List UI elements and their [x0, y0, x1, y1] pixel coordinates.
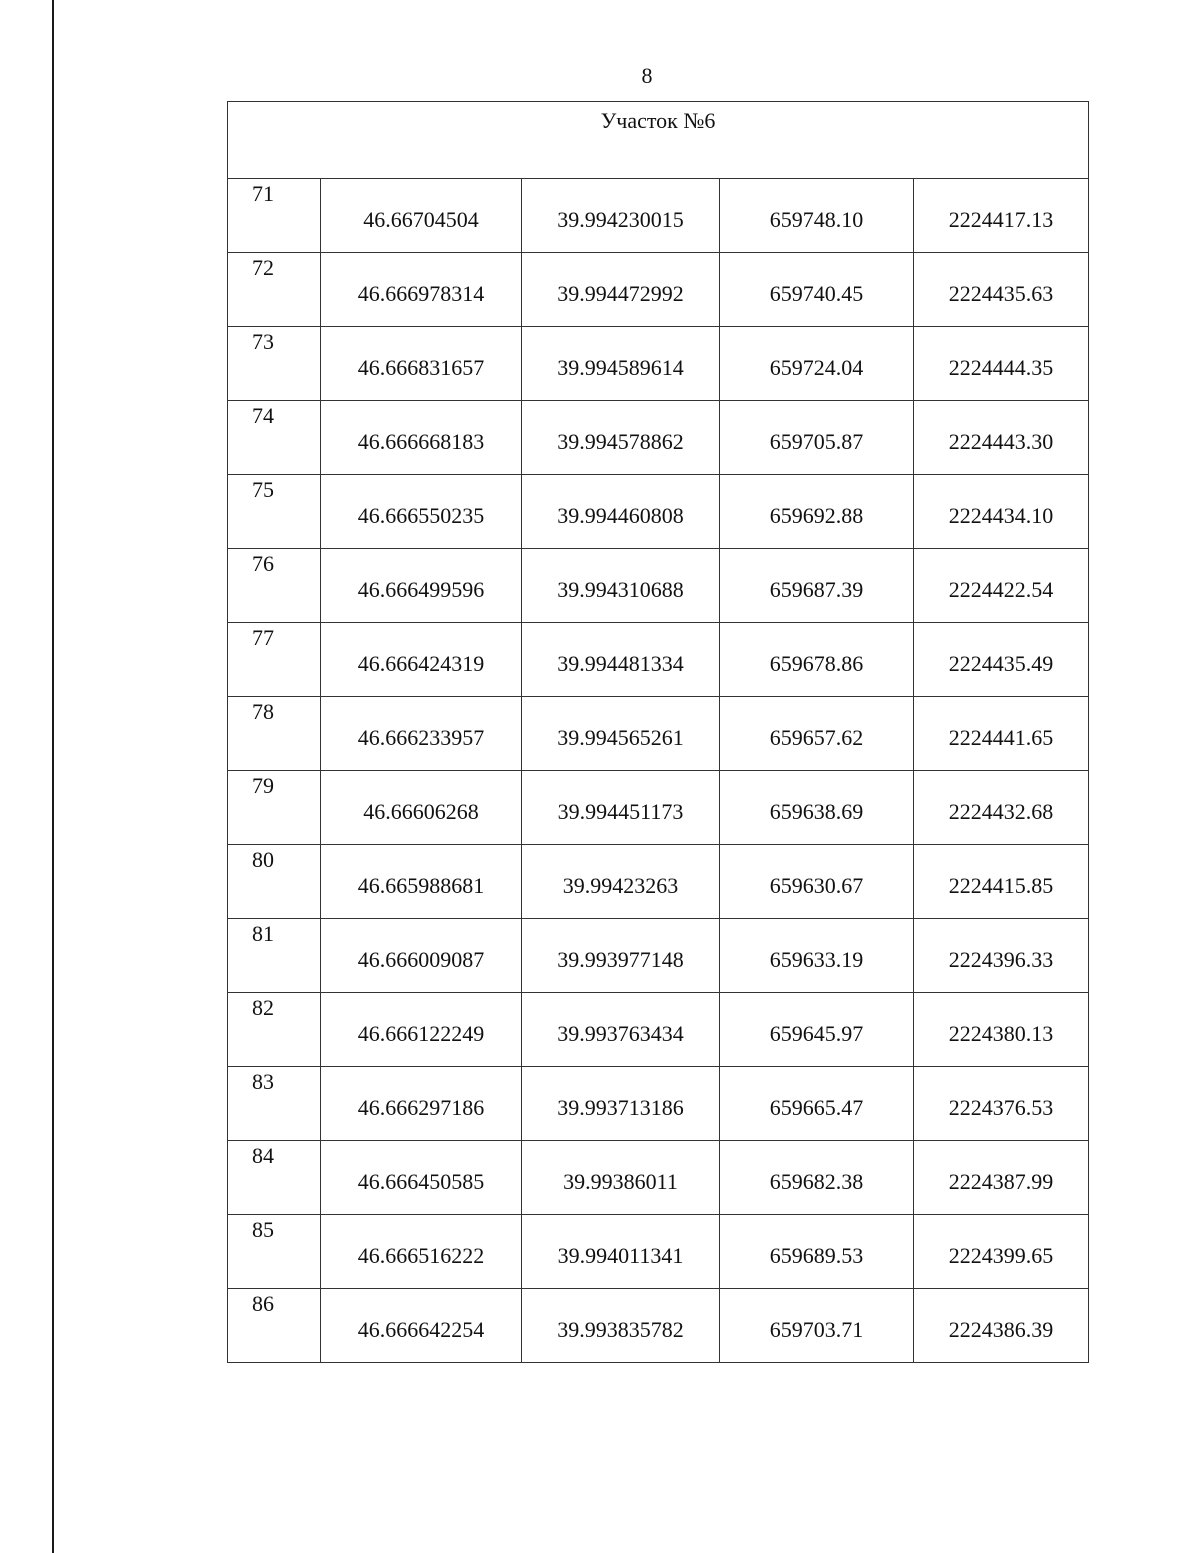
- coord-y-cell: 2224444.35: [914, 327, 1089, 401]
- table-row: [228, 1289, 1089, 1363]
- longitude-cell: 39.994589614: [522, 327, 720, 401]
- longitude-cell: 39.99423263: [522, 845, 720, 919]
- longitude-cell: 39.993835782: [522, 1289, 720, 1363]
- coord-x-cell: 659740.45: [720, 253, 914, 327]
- longitude-cell: 39.994472992: [522, 253, 720, 327]
- latitude-cell: 46.666122249: [321, 993, 522, 1067]
- table-row: [228, 327, 1089, 401]
- point-number-cell: 72: [228, 253, 321, 327]
- coord-x-cell: 659703.71: [720, 1289, 914, 1363]
- coordinates-table: [227, 101, 1089, 1363]
- latitude-cell: 46.666668183: [321, 401, 522, 475]
- table-row: [228, 549, 1089, 623]
- point-number-cell: 71: [228, 179, 321, 253]
- longitude-cell: 39.99386011: [522, 1141, 720, 1215]
- coord-y-cell: 2224443.30: [914, 401, 1089, 475]
- longitude-cell: 39.994451173: [522, 771, 720, 845]
- coord-x-cell: 659665.47: [720, 1067, 914, 1141]
- coord-x-cell: 659689.53: [720, 1215, 914, 1289]
- table-row: [228, 1215, 1089, 1289]
- longitude-cell: 39.994481334: [522, 623, 720, 697]
- point-number-cell: 78: [228, 697, 321, 771]
- coord-y-cell: 2224422.54: [914, 549, 1089, 623]
- coord-x-cell: 659748.10: [720, 179, 914, 253]
- point-number-cell: 74: [228, 401, 321, 475]
- coord-y-cell: 2224380.13: [914, 993, 1089, 1067]
- coord-y-cell: 2224432.68: [914, 771, 1089, 845]
- longitude-cell: 39.993713186: [522, 1067, 720, 1141]
- page-number: 8: [641, 63, 653, 88]
- latitude-cell: 46.66606268: [321, 771, 522, 845]
- coord-x-cell: 659724.04: [720, 327, 914, 401]
- longitude-cell: 39.994578862: [522, 401, 720, 475]
- coord-x-cell: 659692.88: [720, 475, 914, 549]
- coord-y-cell: 2224386.39: [914, 1289, 1089, 1363]
- table-row: [228, 475, 1089, 549]
- latitude-cell: 46.66704504: [321, 179, 522, 253]
- point-number-cell: 73: [228, 327, 321, 401]
- longitude-cell: 39.994011341: [522, 1215, 720, 1289]
- longitude-cell: 39.994230015: [522, 179, 720, 253]
- coord-y-cell: 2224417.13: [914, 179, 1089, 253]
- point-number-cell: 83: [228, 1067, 321, 1141]
- coord-x-cell: 659630.67: [720, 845, 914, 919]
- longitude-cell: 39.994310688: [522, 549, 720, 623]
- latitude-cell: 46.666831657: [321, 327, 522, 401]
- longitude-cell: 39.993763434: [522, 993, 720, 1067]
- table-row: [228, 623, 1089, 697]
- point-number-cell: 76: [228, 549, 321, 623]
- table-row: [228, 993, 1089, 1067]
- coord-y-cell: 2224435.63: [914, 253, 1089, 327]
- latitude-cell: 46.666450585: [321, 1141, 522, 1215]
- table-row: [228, 253, 1089, 327]
- section-header-row: [228, 102, 1089, 179]
- latitude-cell: 46.666297186: [321, 1067, 522, 1141]
- coord-x-cell: 659687.39: [720, 549, 914, 623]
- coord-y-cell: 2224434.10: [914, 475, 1089, 549]
- latitude-cell: 46.666233957: [321, 697, 522, 771]
- coord-x-cell: 659633.19: [720, 919, 914, 993]
- coord-y-cell: 2224376.53: [914, 1067, 1089, 1141]
- coord-x-cell: 659657.62: [720, 697, 914, 771]
- longitude-cell: 39.993977148: [522, 919, 720, 993]
- coord-y-cell: 2224435.49: [914, 623, 1089, 697]
- latitude-cell: 46.666642254: [321, 1289, 522, 1363]
- table-row: [228, 771, 1089, 845]
- latitude-cell: 46.665988681: [321, 845, 522, 919]
- table-row: [228, 845, 1089, 919]
- point-number-cell: 82: [228, 993, 321, 1067]
- coord-y-cell: 2224399.65: [914, 1215, 1089, 1289]
- table-row: [228, 697, 1089, 771]
- point-number-cell: 77: [228, 623, 321, 697]
- latitude-cell: 46.666550235: [321, 475, 522, 549]
- latitude-cell: 46.666424319: [321, 623, 522, 697]
- point-number-cell: 79: [228, 771, 321, 845]
- longitude-cell: 39.994460808: [522, 475, 720, 549]
- coord-x-cell: 659705.87: [720, 401, 914, 475]
- scan-edge-line: [52, 0, 54, 1553]
- point-number-cell: 80: [228, 845, 321, 919]
- latitude-cell: 46.666009087: [321, 919, 522, 993]
- coord-x-cell: 659682.38: [720, 1141, 914, 1215]
- point-number-cell: 75: [228, 475, 321, 549]
- point-number-cell: 81: [228, 919, 321, 993]
- coord-y-cell: 2224441.65: [914, 697, 1089, 771]
- coord-x-cell: 659638.69: [720, 771, 914, 845]
- table-row: [228, 179, 1089, 253]
- table-row: [228, 1141, 1089, 1215]
- point-number-cell: 86: [228, 1289, 321, 1363]
- latitude-cell: 46.666499596: [321, 549, 522, 623]
- coord-x-cell: 659645.97: [720, 993, 914, 1067]
- coordinates-table-body: [228, 102, 1089, 1363]
- section-title: Участок №6: [228, 102, 1089, 179]
- table-row: [228, 1067, 1089, 1141]
- latitude-cell: 46.666978314: [321, 253, 522, 327]
- coord-x-cell: 659678.86: [720, 623, 914, 697]
- point-number-cell: 85: [228, 1215, 321, 1289]
- coord-y-cell: 2224415.85: [914, 845, 1089, 919]
- longitude-cell: 39.994565261: [522, 697, 720, 771]
- coord-y-cell: 2224396.33: [914, 919, 1089, 993]
- table-row: [228, 919, 1089, 993]
- table-row: [228, 401, 1089, 475]
- point-number-cell: 84: [228, 1141, 321, 1215]
- latitude-cell: 46.666516222: [321, 1215, 522, 1289]
- coord-y-cell: 2224387.99: [914, 1141, 1089, 1215]
